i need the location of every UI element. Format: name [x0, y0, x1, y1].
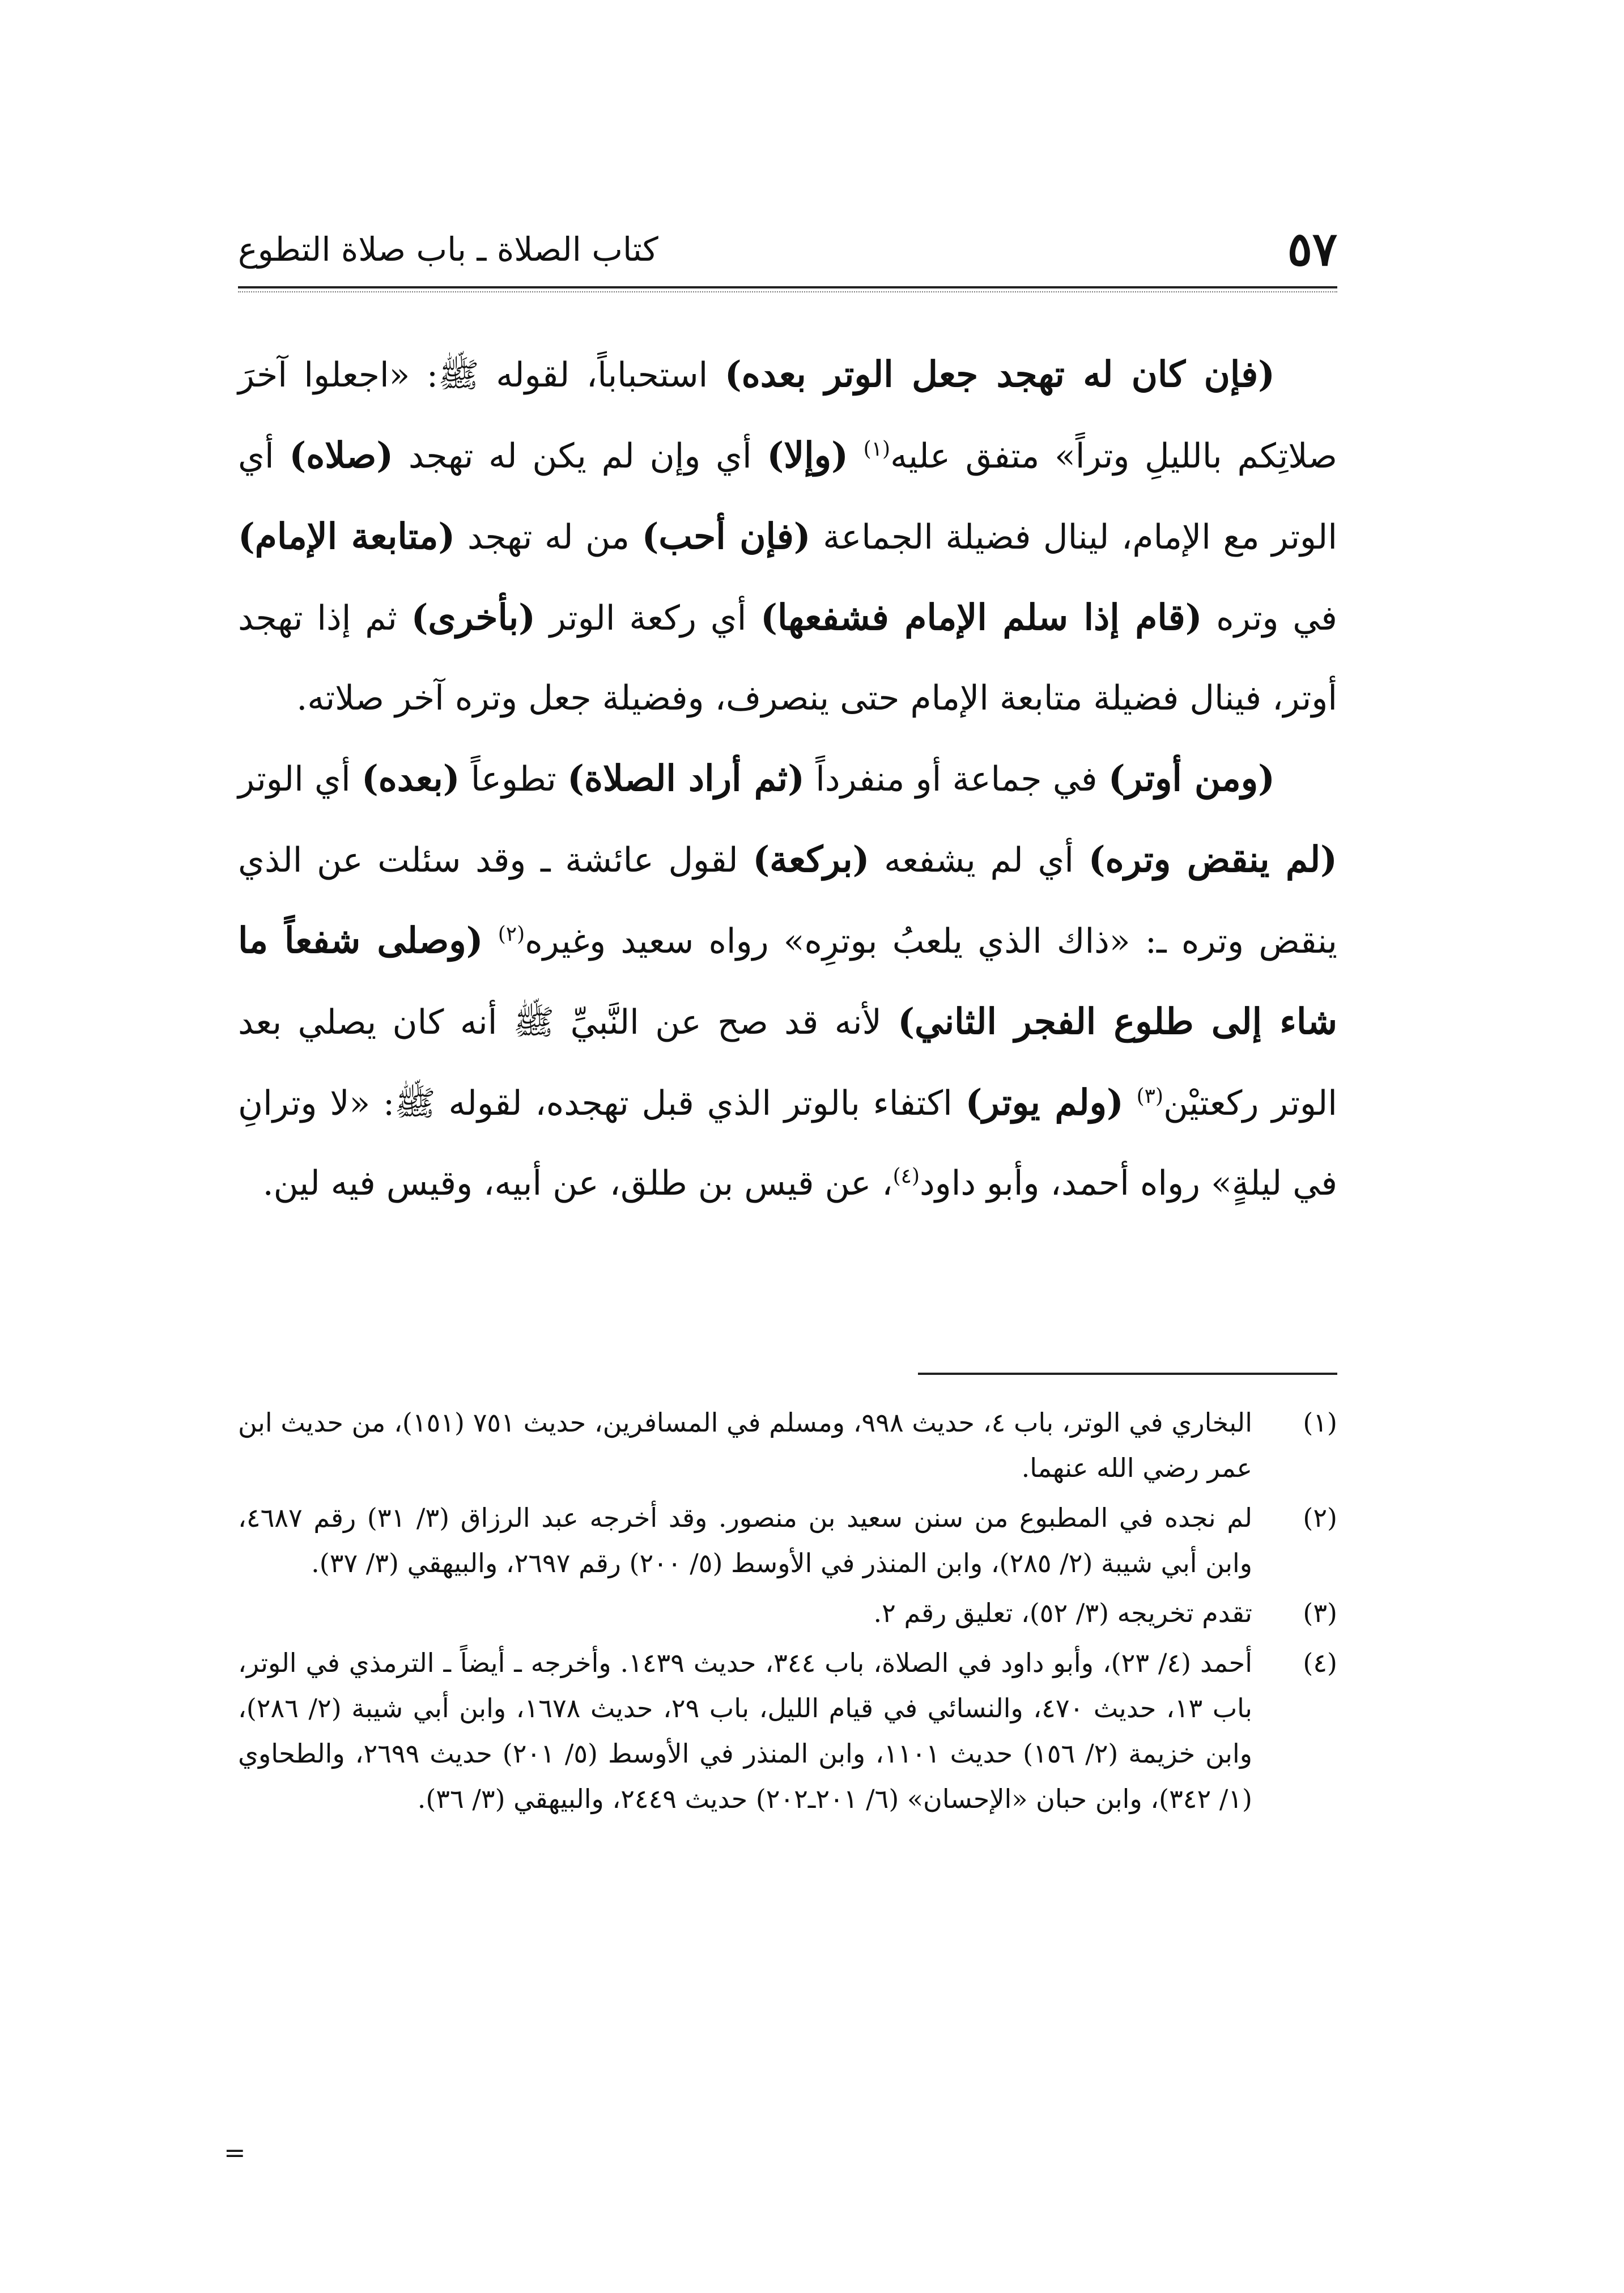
footnote-text: أحمد (٤/ ٢٣)، وأبو داود في الصلاة، باب ٣٤٤، حديث ١٤٣٩. وأخرجه ـ أيضاً ـ الترمذي في الوتر، باب ١٣، حديث ٤٧٠، والنسائي في قيام الليل، باب ٢٩، حديث ١٦٧٨، وابن أبي شيبة (٢/ ٢٨٦)، وابن خزيمة (٢/ ١٥٦) حديث ١١٠١، وابن المنذر في الأوسط (٥/ ٢٠١) حديث ٢٦٩٩، والطحاوي (١/ ٣٤٢)، وابن حبان «الإحسان» (٦/ ٢٠١ـ٢٠٢) حديث ٢٤٤٩، والبيهقي (٣/ ٣٦). [238, 1647, 1252, 1814]
footnote-item [238, 1400, 1337, 1491]
matn-phrase: (فإن كان له تهجد جعل الوتر بعده) [724, 353, 1275, 395]
footnote-ref[interactable]: (٤) [892, 1165, 920, 1188]
commentary-text: لقول عائشة ـ وقد سئلت عن الذي ينقض وتره ـ: «ذاك الذي يلعبُ بوترِه» رواه سعيد وغيره [238, 840, 1337, 961]
page-number: ٥٧ [1287, 222, 1337, 277]
commentary-text: تطوعاً [460, 759, 568, 799]
page-header [238, 218, 1337, 281]
matn-phrase: (ثم أراد الصلاة) [567, 757, 805, 799]
footnote-ref[interactable]: (١) [863, 438, 891, 461]
main-text [238, 334, 1337, 1224]
commentary-text: أي الوتر مع الإمام، لينال فضيلة الجماعة [238, 436, 1337, 557]
commentary-text: في جماعة أو منفرداً [804, 759, 1108, 799]
matn-phrase: (لم ينقض وتره) [1088, 838, 1337, 880]
running-title: كتاب الصلاة ـ باب صلاة التطوع [238, 230, 658, 269]
matn-phrase: (وصلى شفعاً ما شاء إلى طلوع الفجر الثاني) [238, 919, 1337, 1042]
matn-phrase: (ولم يوتر) [965, 1081, 1124, 1123]
matn-phrase: (متابعة الإمام) [238, 515, 456, 557]
footnote-text: البخاري في الوتر، باب ٤، حديث ٩٩٨، ومسلم في المسافرين، حديث ٧٥١ (١٥١)، من حديث ابن عمر رضي الله عنهما. [238, 1407, 1252, 1483]
commentary-text: ثم إذا تهجد أوتر، فينال فضيلة متابعة الإمام حتى ينصرف، وفضيلة جعل وتره آخر صلاته. [238, 598, 1337, 718]
footnote-text: لم نجده في المطبوع من سنن سعيد بن منصور. وقد أخرجه عبد الرزاق (٣/ ٣١) رقم ٤٦٨٧، وابن أبي شيبة (٢/ ٢٨٥)، وابن المنذر في الأوسط (٥/ ٢٠٠) رقم ٢٦٩٧، والبيهقي (٣/ ٣٧). [238, 1502, 1252, 1578]
footnote-item [238, 1640, 1337, 1821]
header-rule [238, 286, 1337, 288]
commentary-text: لأنه قد صح عن النَّبيِّ ﷺ أنه كان يصلي بعد الوتر ركعتيْن [238, 1003, 1337, 1123]
commentary-text: من له تهجد [455, 517, 642, 557]
matn-phrase: (قام إذا سلم الإمام فشفعها) [760, 596, 1202, 638]
footnote-ref[interactable]: (٢) [498, 923, 525, 946]
commentary-text: ، عن قيس بن طلق، عن أبيه، وقيس فيه لين. [262, 1164, 893, 1203]
space [483, 922, 498, 961]
footnote-item [238, 1495, 1337, 1586]
commentary-text: أي الوتر [238, 759, 362, 799]
footnote-ref[interactable]: (٣) [1136, 1085, 1164, 1108]
commentary-text: أي ركعة الوتر [535, 598, 761, 638]
footnote-separator [918, 1373, 1337, 1375]
paragraph-2 [238, 738, 1337, 1224]
matn-phrase: (وإلا) [767, 434, 848, 476]
commentary-text: اكتفاء بالوتر الذي قبل تهجده، لقوله ﷺ: «لا وترانِ في ليلةٍ» رواه أحمد، وأبو داود [238, 1084, 1337, 1203]
footnote-item [238, 1590, 1337, 1636]
footnotes [238, 1400, 1337, 1826]
space [848, 436, 864, 476]
continuation-mark: = [224, 2137, 246, 2168]
footnote-number: (٢) [1303, 1502, 1337, 1533]
commentary-text: أي وإن لم يكن له تهجد [393, 436, 767, 476]
matn-phrase: (فإن أحب) [641, 515, 811, 557]
footnote-number: (١) [1303, 1407, 1337, 1438]
footnote-number: (٤) [1303, 1647, 1337, 1678]
header-rule-dotted [238, 291, 1337, 292]
paragraph-1 [238, 334, 1337, 738]
footnote-text: تقدم تخريجه (٣/ ٥٢)، تعليق رقم ٢. [873, 1598, 1252, 1628]
matn-phrase: (بأخرى) [411, 596, 535, 638]
commentary-text: في وتره [1202, 598, 1337, 638]
matn-phrase: (بعده) [361, 757, 460, 799]
commentary-text: استحباباً، لقوله ﷺ: «اجعلوا آخرَ صلاتِكم بالليلِ وتراً» متفق عليه [238, 355, 1337, 476]
footnote-number: (٣) [1303, 1598, 1337, 1628]
matn-phrase: (بركعة) [753, 838, 870, 880]
matn-phrase: (صلاه) [289, 434, 394, 476]
commentary-text: أي لم يشفعه [869, 840, 1089, 880]
space [1124, 1084, 1137, 1123]
matn-phrase: (ومن أوتر) [1108, 757, 1275, 799]
